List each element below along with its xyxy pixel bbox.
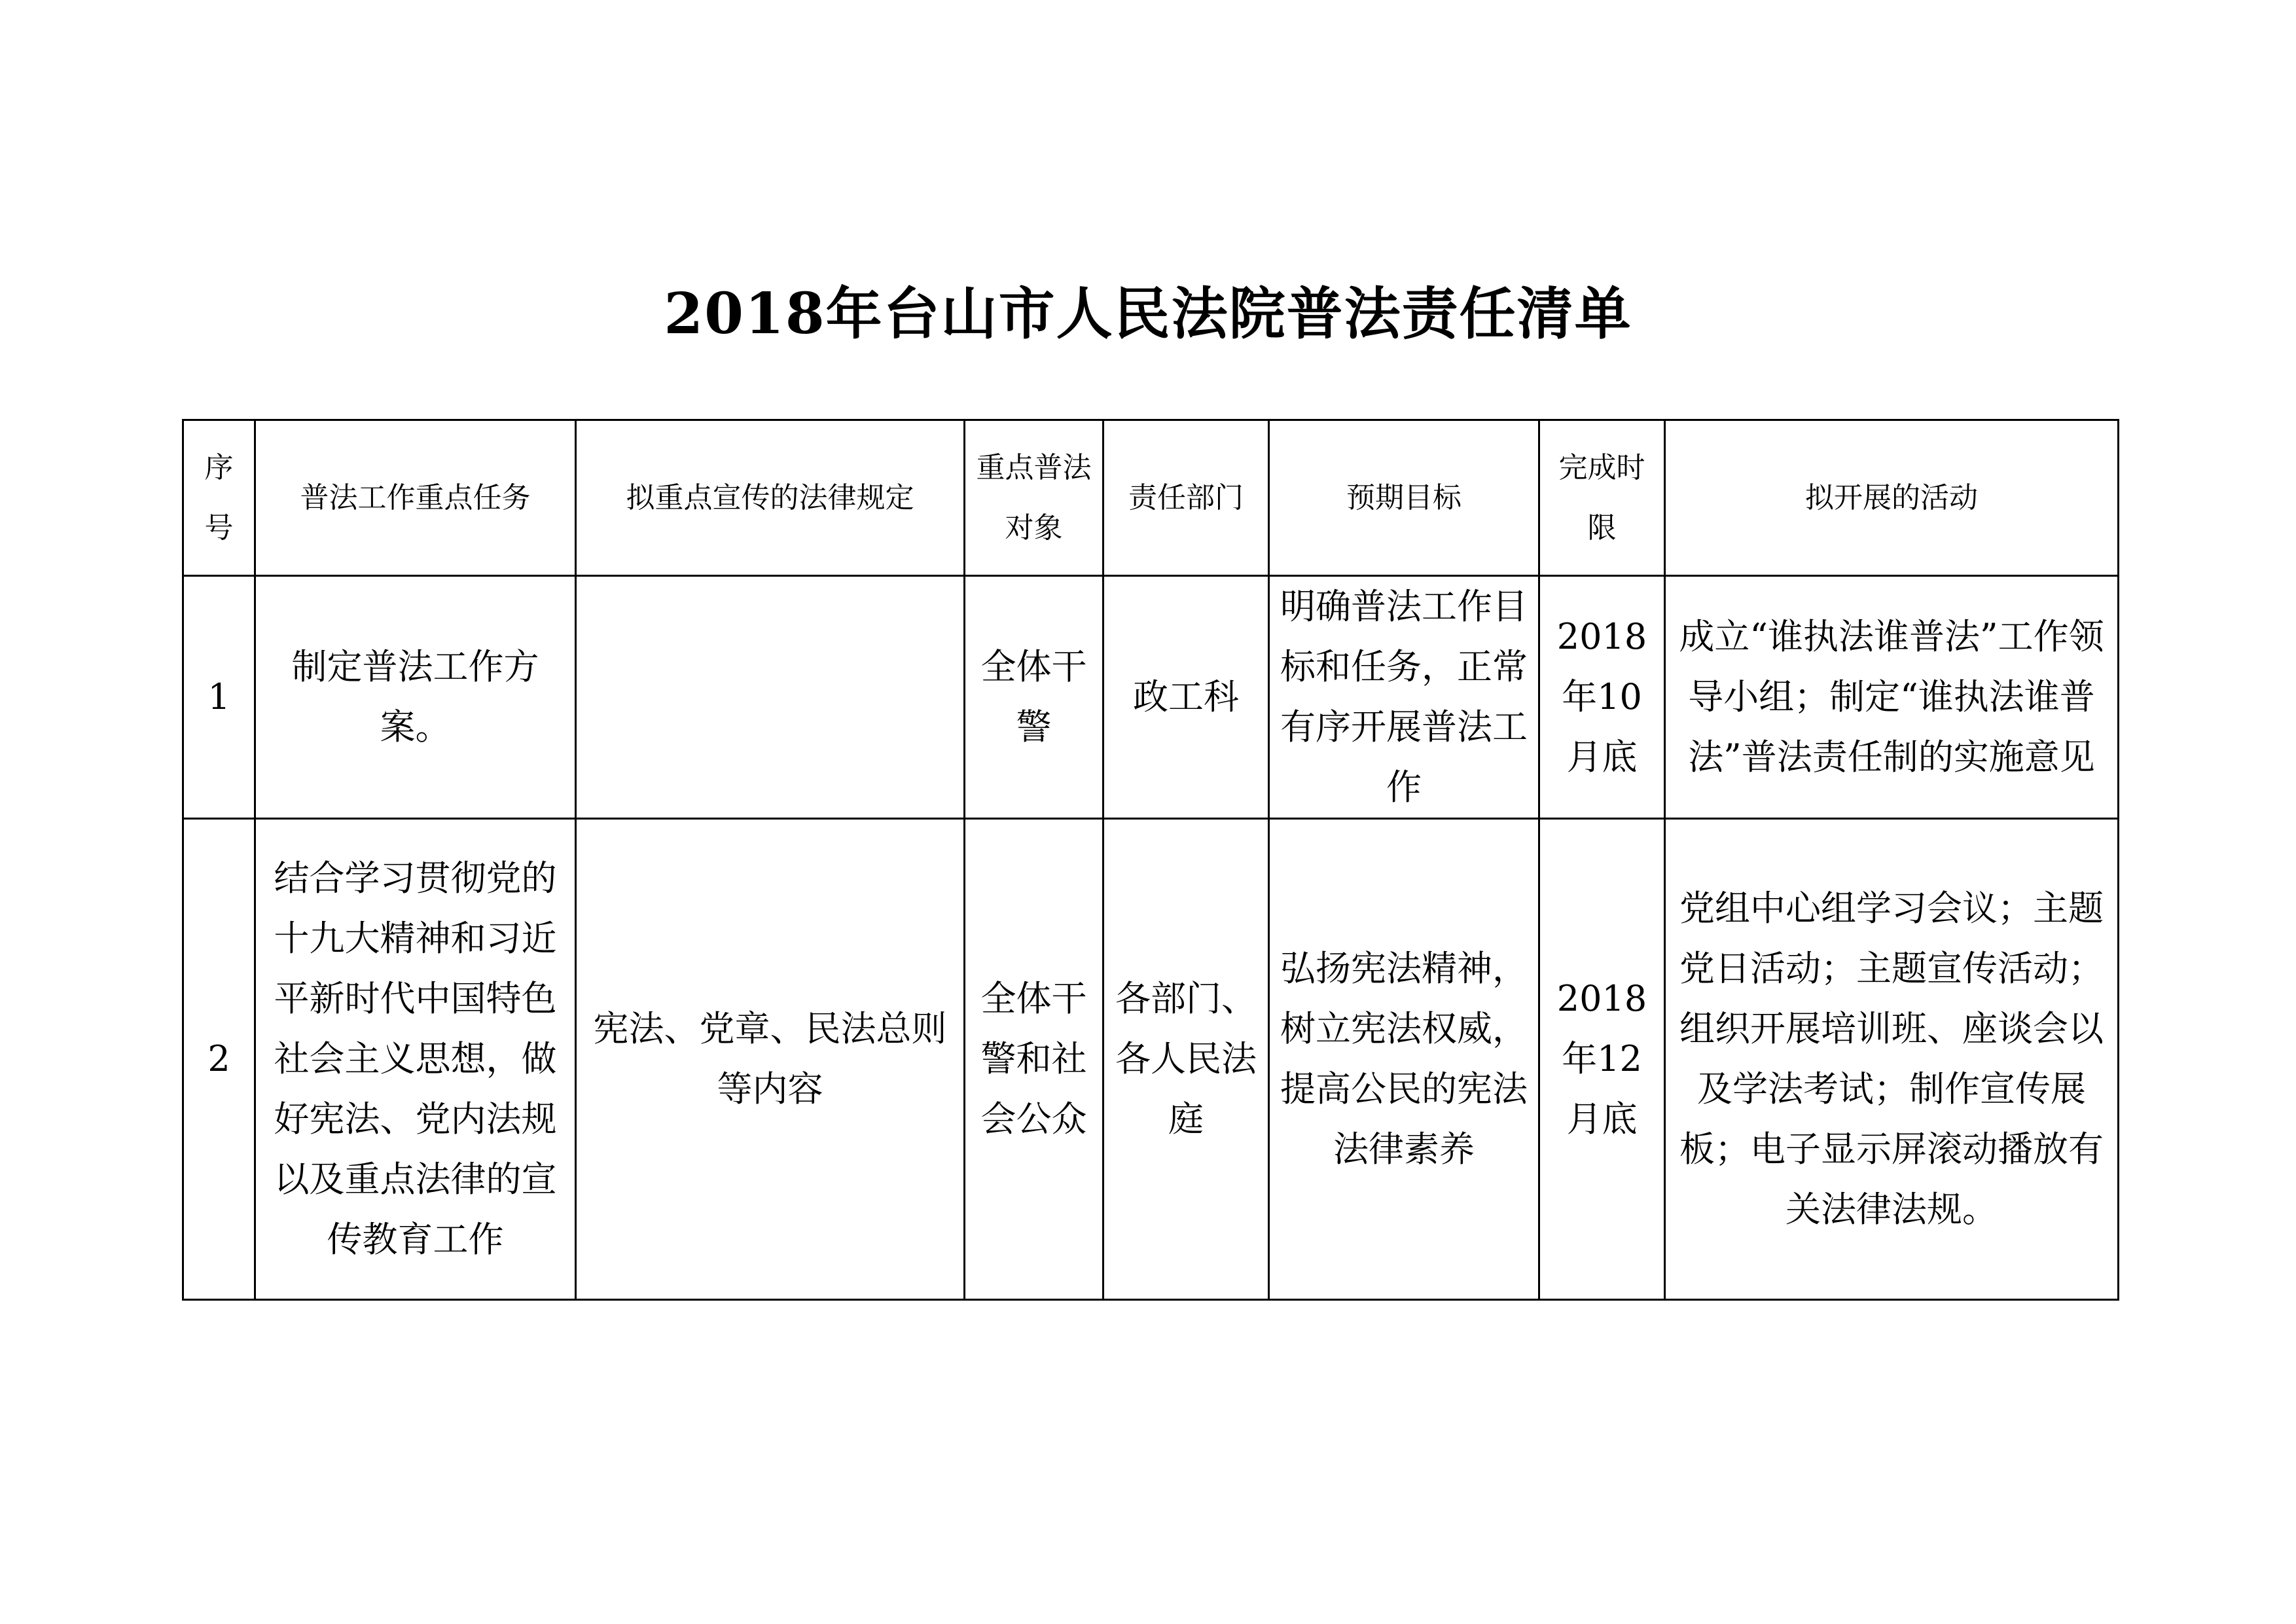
cell-activity: 成立“谁执法谁普法”工作领导小组；制定“谁执法谁普法”普法责任制的实施意见 [1665,576,2119,819]
cell-target: 全体干警 [965,576,1103,819]
header-deadline: 完成时限 [1539,420,1665,576]
cell-seq: 1 [183,576,255,819]
cell-target: 全体干警和社会公众 [965,819,1103,1300]
header-goal: 预期目标 [1269,420,1539,576]
table-header-row [183,420,2119,576]
cell-task: 结合学习贯彻党的十九大精神和习近平新时代中国特色社会主义思想，做好宪法、党内法规以及重点法律的宣传教育工作 [255,819,576,1300]
cell-seq: 2 [183,819,255,1300]
cell-goal: 弘扬宪法精神，树立宪法权威，提高公民的宪法法律素养 [1269,819,1539,1300]
table-row [183,819,2119,1300]
cell-goal: 明确普法工作目标和任务，正常有序开展普法工作 [1269,576,1539,819]
cell-law [576,576,965,819]
header-activity: 拟开展的活动 [1665,420,2119,576]
cell-task: 制定普法工作方案。 [255,576,576,819]
cell-dept: 政工科 [1103,576,1269,819]
cell-deadline: 2018年10月底 [1539,576,1665,819]
table-row [183,576,2119,819]
header-task: 普法工作重点任务 [255,420,576,576]
page-title: 2018年台山市人民法院普法责任清单 [664,281,1632,347]
header-seq: 序号 [183,420,255,576]
cell-law: 宪法、党章、民法总则等内容 [576,819,965,1300]
header-dept: 责任部门 [1103,420,1269,576]
cell-activity: 党组中心组学习会议；主题党日活动；主题宣传活动；组织开展培训班、座谈会以及学法考试；制作宣传展板；电子显示屏滚动播放有关法律法规。 [1665,819,2119,1300]
header-law: 拟重点宣传的法律规定 [576,420,965,576]
responsibility-table [182,419,2119,1301]
cell-deadline: 2018年12月底 [1539,819,1665,1300]
cell-dept: 各部门、各人民法庭 [1103,819,1269,1300]
header-target: 重点普法对象 [965,420,1103,576]
